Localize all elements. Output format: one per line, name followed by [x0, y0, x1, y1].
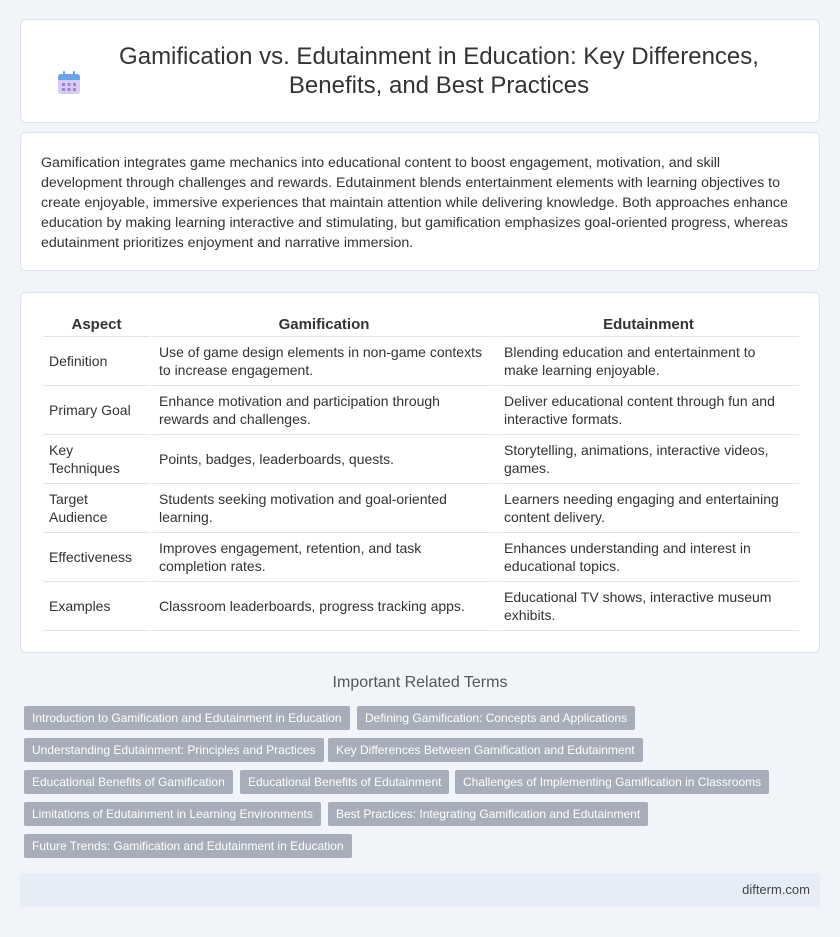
cell-aspect: Examples: [43, 582, 150, 631]
table-row: [43, 435, 799, 484]
cell-gamification: Improves engagement, retention, and task completion rates.: [150, 533, 495, 582]
related-term-link[interactable]: Defining Gamification: Concepts and Applications: [357, 706, 635, 730]
cell-aspect: Target Audience: [43, 484, 150, 533]
related-term-link[interactable]: Understanding Edutainment: Principles and Practices: [24, 738, 324, 762]
cell-edutainment: Blending education and entertainment to make learning enjoyable.: [495, 337, 799, 386]
table-header-row: [43, 311, 799, 337]
header-edutainment: Edutainment: [495, 311, 799, 337]
related-term-link[interactable]: Limitations of Edutainment in Learning Environments: [24, 802, 321, 826]
intro-text: Gamification integrates game mechanics into educational content to boost engagement, motivation, and skill development through challenges and rewards. Edutainment blends entertainment elements with learning objectives to create enjoyable, immersive experiences that maintain attention while delivering knowledge. Both approaches enhance education by making learning interactive and stimulating, but gamification emphasizes goal-oriented progress, whereas edutainment prioritizes enjoyment and narrative immersion.: [41, 155, 788, 251]
cell-edutainment: Educational TV shows, interactive museum exhibits.: [495, 582, 799, 631]
related-term-link[interactable]: Educational Benefits of Edutainment: [240, 770, 449, 794]
header-card: [20, 19, 820, 123]
header-aspect: Aspect: [43, 311, 150, 337]
related-terms-heading: Important Related Terms: [332, 674, 508, 691]
cell-aspect: Primary Goal: [43, 386, 150, 435]
calendar-icon: [56, 70, 82, 96]
comparison-table-card: [20, 292, 820, 653]
cell-aspect: Key Techniques: [43, 435, 150, 484]
related-term-link[interactable]: Educational Benefits of Gamification: [24, 770, 233, 794]
related-term-link[interactable]: Future Trends: Gamification and Edutainment in Education: [24, 834, 352, 858]
cell-edutainment: Storytelling, animations, interactive videos, games.: [495, 435, 799, 484]
page-title: Gamification vs. Edutainment in Education: Key Differences, Benefits, and Best Practices: [119, 43, 759, 99]
related-term-link[interactable]: Key Differences Between Gamification and Edutainment: [328, 738, 643, 762]
cell-aspect: Effectiveness: [43, 533, 150, 582]
table-row: [43, 533, 799, 582]
related-term-link[interactable]: Challenges of Implementing Gamification in Classrooms: [455, 770, 769, 794]
header-gamification: Gamification: [150, 311, 495, 337]
intro-card: [20, 132, 820, 271]
footer-brand[interactable]: difterm.com: [742, 882, 810, 897]
cell-gamification: Points, badges, leaderboards, quests.: [150, 435, 495, 484]
table-row: [43, 337, 799, 386]
cell-edutainment: Deliver educational content through fun and interactive formats.: [495, 386, 799, 435]
cell-edutainment: Learners needing engaging and entertaining content delivery.: [495, 484, 799, 533]
title-wrap: [56, 42, 784, 100]
table-row: [43, 582, 799, 631]
cell-aspect: Definition: [43, 337, 150, 386]
table-row: [43, 386, 799, 435]
related-term-link[interactable]: Best Practices: Integrating Gamification and Edutainment: [328, 802, 648, 826]
related-term-link[interactable]: Introduction to Gamification and Edutainment in Education: [24, 706, 350, 730]
cell-gamification: Use of game design elements in non-game contexts to increase engagement.: [150, 337, 495, 386]
cell-gamification: Students seeking motivation and goal-oriented learning.: [150, 484, 495, 533]
comparison-table: [43, 311, 799, 631]
table-row: [43, 484, 799, 533]
footer-bar: [20, 873, 820, 907]
cell-gamification: Classroom leaderboards, progress tracking apps.: [150, 582, 495, 631]
cell-gamification: Enhance motivation and participation through rewards and challenges.: [150, 386, 495, 435]
cell-edutainment: Enhances understanding and interest in educational topics.: [495, 533, 799, 582]
